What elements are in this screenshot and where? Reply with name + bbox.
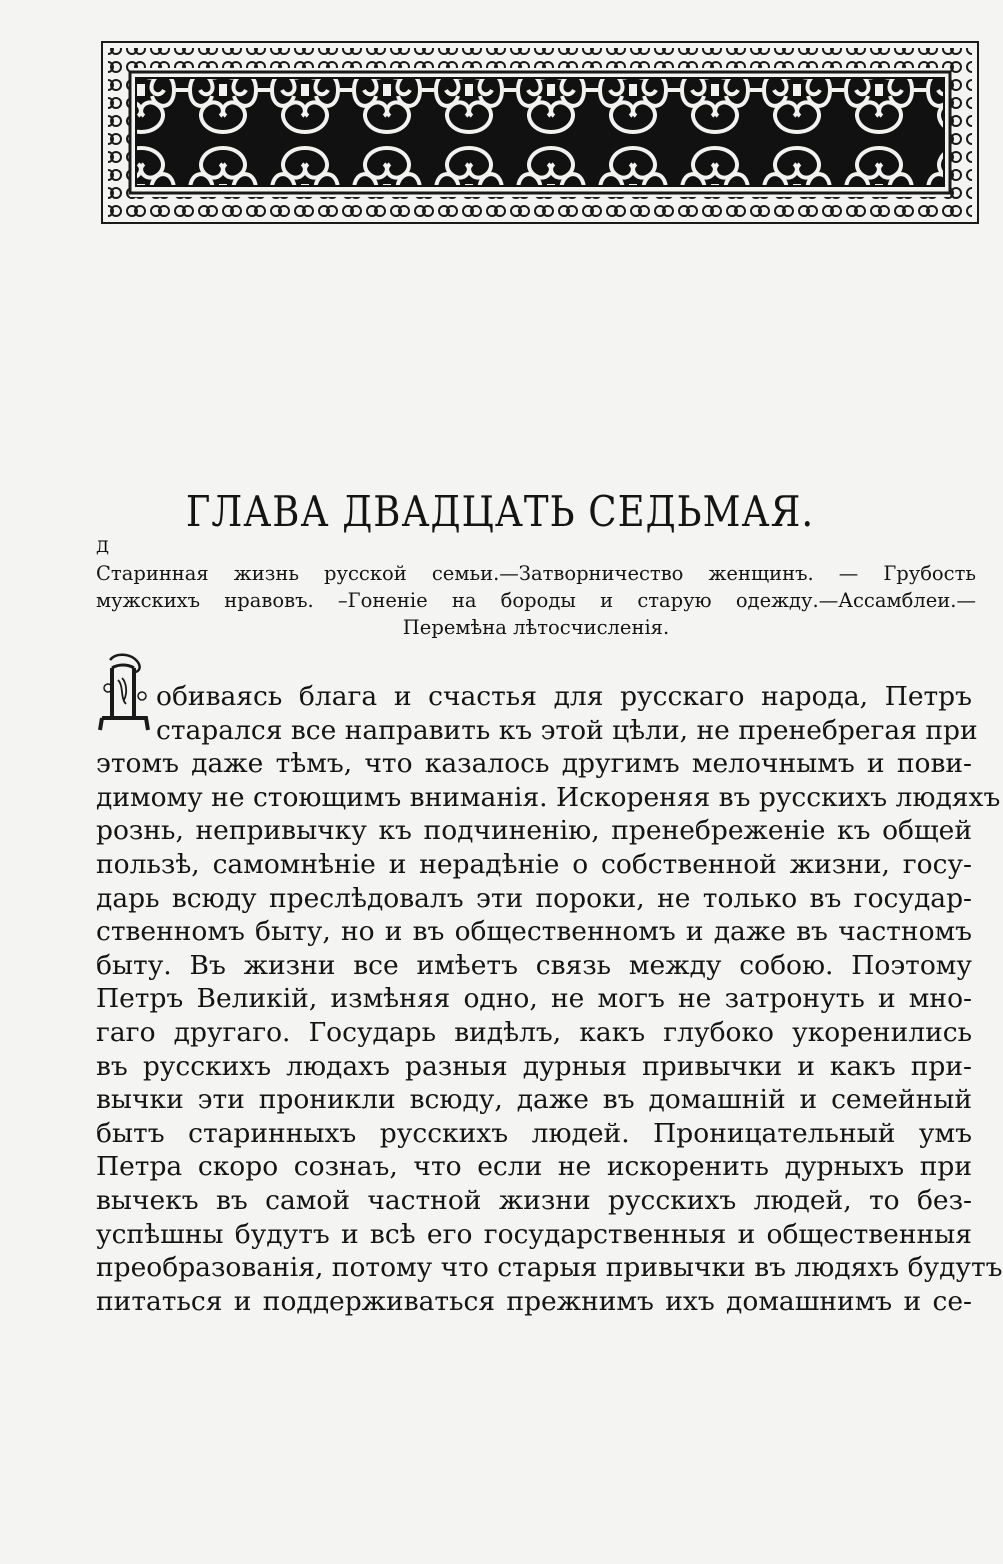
dropcap-letter: Д <box>96 537 110 556</box>
text-line: обиваясь блага и счастья для русскаго народа, Петръ <box>156 681 972 712</box>
ornament-pattern <box>100 40 980 225</box>
text-line: дарь всюду преслѣдовалъ эти пороки, не только въ государ- <box>96 882 972 914</box>
body-text <box>96 680 1003 1318</box>
text-line: пользѣ, самомнѣніе и нерадѣніе о собственной жизни, госу- <box>96 848 972 880</box>
text-line: рознь, непривычку къ подчиненію, пренебреженіе къ общей <box>96 815 972 847</box>
chapter-summary <box>96 560 976 641</box>
chapter-title: ГЛАВА ДВАДЦАТЬ СЕДЬМАЯ. <box>185 486 815 537</box>
text-line: успѣшны будутъ и всѣ его государственныя и общественныя <box>96 1218 972 1250</box>
text-line: вычки эти проникли всюду, даже въ домашній и семейный <box>96 1084 972 1116</box>
text-line: быту. Въ жизни все имѣетъ связь между собою. Поэтому <box>96 949 972 981</box>
text-line: бытъ старинныхъ русскихъ людей. Проницательный умъ <box>96 1117 972 1149</box>
text-line: въ русскихъ людахъ разныя дурныя привычки и какъ при- <box>96 1050 972 1082</box>
text-line: димому не стоющимъ вниманія. Искореняя въ русскихъ людяхъ <box>96 781 1001 813</box>
text-line: питаться и поддерживаться прежнимъ ихъ домашнимъ и се- <box>96 1285 972 1317</box>
text-line: преобразованія, потому что старыя привычки въ людяхъ будутъ <box>96 1252 1003 1284</box>
text-line: этомъ даже тѣмъ, что казалось другимъ мелочнымъ и пови- <box>96 748 972 780</box>
summary-line: мужскихъ нравовъ. –Гоненіе на бороды и старую одежду.—Ассамблеи.— <box>96 589 976 612</box>
summary-line: Перемѣна лѣтосчисленія. <box>402 616 670 639</box>
text-line: Петра скоро сознаъ, что если не искоренить дурныхъ при <box>96 1151 972 1183</box>
decorative-header-band <box>100 40 980 225</box>
text-line: ственномъ быту, но и въ общественномъ и даже въ частномъ <box>96 916 972 948</box>
text-line: вычекъ въ самой частной жизни русскихъ людей, то без- <box>96 1184 972 1216</box>
text-line: старался все направить къ этой цѣли, не пренебрегая при <box>156 714 978 746</box>
summary-line: Старинная жизнь русской семьи.—Затворничество женщинъ. — Грубость <box>96 562 976 585</box>
text-line: Петръ Великій, измѣняя одно, не могъ не затронуть и мно- <box>96 983 972 1015</box>
text-line: гаго другаго. Государь видѣлъ, какъ глубоко укоренились <box>96 1016 972 1048</box>
